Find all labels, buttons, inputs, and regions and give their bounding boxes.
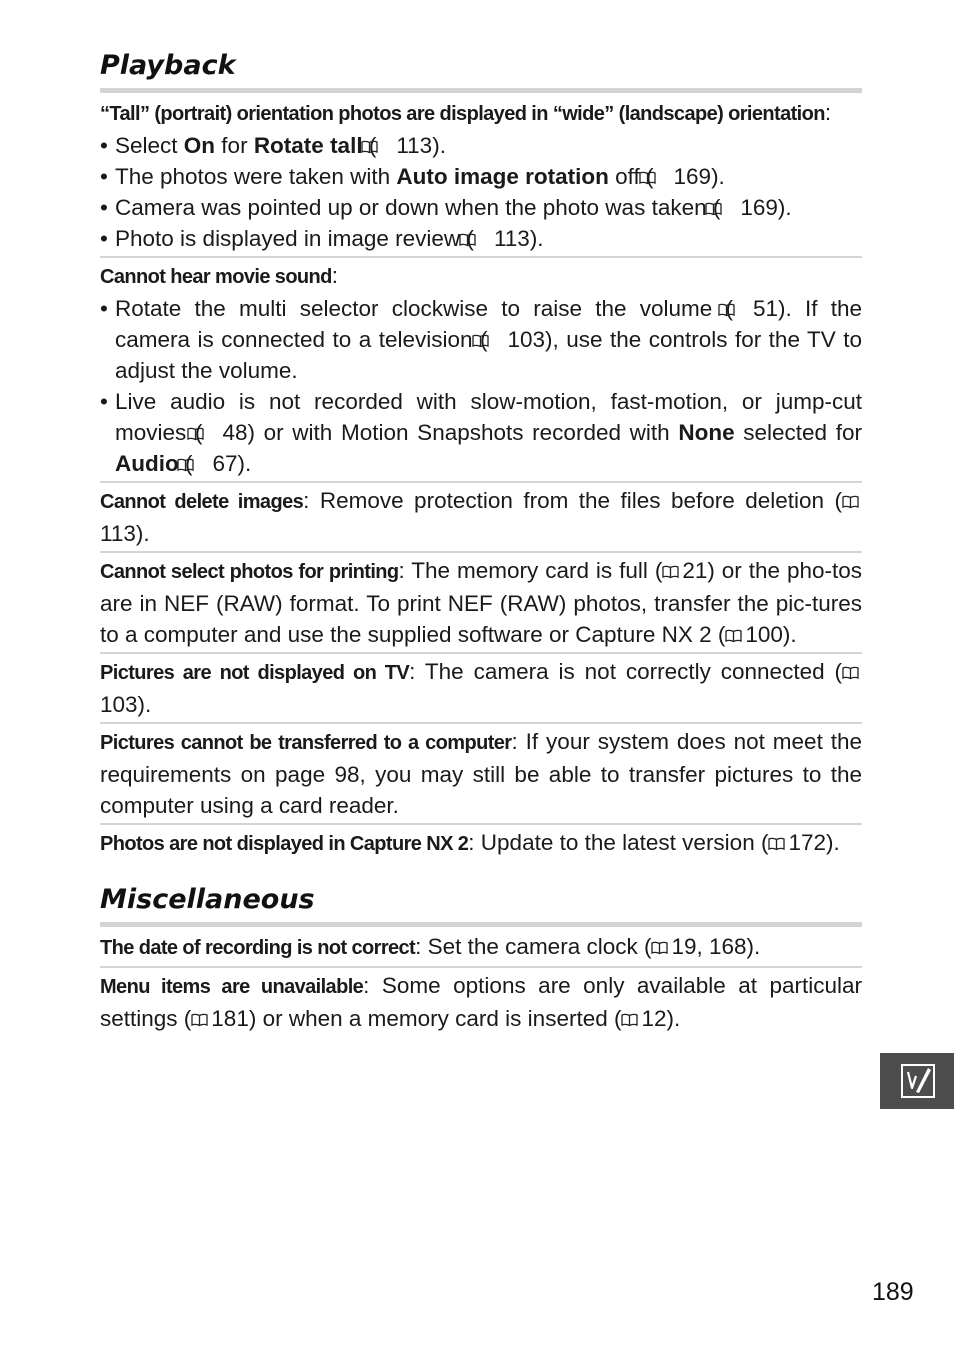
list-item: • The photos were taken with Auto image rotation off ( 169). <box>100 164 725 189</box>
book-reference-icon <box>474 224 491 238</box>
book-reference-icon <box>733 294 750 308</box>
divider <box>100 551 862 553</box>
entry-heading: Cannot delete images <box>100 491 304 513</box>
entry-heading: Menu items are unavailable <box>100 976 364 998</box>
book-reference-icon <box>192 449 209 463</box>
list-item: • Live audio is not recorded with slow-motion, fast-motion, or jump-cut movies ( 48) or with Motion Snapshots recorded with None selected for Audio ( 67). <box>100 389 862 476</box>
book-reference-icon <box>621 1004 638 1018</box>
list-item: • Camera was pointed up or down when the photo was taken ( 169). <box>100 195 792 220</box>
entry-cannot-transfer: Pictures cannot be transferred to a computer: If your system does not meet the requirements on page 98, you may still be able to transfer pictures to the computer using a card reader. <box>100 729 863 818</box>
divider <box>100 256 862 258</box>
divider <box>100 966 862 968</box>
entry-capture-nx2: Photos are not displayed in Capture NX 2: Update to the latest version ( 172). <box>100 830 840 855</box>
book-reference-icon <box>191 1004 208 1018</box>
entry-heading: Pictures cannot be transferred to a computer <box>100 732 512 754</box>
list-item: • Rotate the multi selector clockwise to raise the volume ( 51). If the camera is connected to a television ( 103), use the controls for the TV to adjust the volume. <box>100 296 862 383</box>
divider <box>100 652 862 654</box>
divider <box>100 88 862 93</box>
entry-heading: Cannot select photos for printing <box>100 561 399 583</box>
book-reference-icon <box>720 193 737 207</box>
divider <box>100 481 862 483</box>
book-reference-icon <box>662 556 679 570</box>
bullet-list-tall <box>100 130 862 254</box>
list-item: • Select On for Rotate tall ( 113). <box>100 133 446 158</box>
entry-heading: Pictures are not displayed on TV <box>100 662 410 684</box>
book-reference-icon <box>842 486 859 500</box>
book-reference-icon <box>202 418 219 432</box>
entry-cannot-print: Cannot select photos for printing: The memory card is full ( 21) or the pho-tos are in NEF (RAW) format. To print NEF (RAW) photos, transfer the pic-tures to a computer and use the supplied software or Capture NX 2 ( 100). <box>100 558 863 647</box>
divider <box>100 922 862 927</box>
entry-tall-orientation: “Tall” (portrait) orientation photos are displayed in “wide” (landscape) orientation: <box>100 100 832 125</box>
entry-heading: “Tall” (portrait) orientation photos are displayed in “wide” (landscape) orientation <box>100 103 825 125</box>
entry-heading: Cannot hear movie sound <box>100 266 332 288</box>
divider <box>100 823 862 825</box>
troubleshooting-icon <box>900 1062 936 1100</box>
section-title-miscellaneous: Miscellaneous <box>100 884 315 915</box>
section-title-playback: Playback <box>100 50 236 81</box>
book-reference-icon <box>768 828 785 842</box>
book-reference-icon <box>376 131 393 145</box>
entry-menu-unavailable: Menu items are unavailable: Some options are only available at particular settings ( 181) or when a memory card is inserted ( 12). <box>100 973 862 1031</box>
troubleshooting-tab <box>880 1053 954 1109</box>
divider <box>100 722 862 724</box>
list-item: • Photo is displayed in image review ( 113). <box>100 226 544 251</box>
book-reference-icon <box>654 162 671 176</box>
entry-date-incorrect: The date of recording is not correct: Set the camera clock ( 19, 168). <box>100 934 761 959</box>
entry-cannot-delete: Cannot delete images: Remove protection from the files before deletion (113). <box>100 485 862 549</box>
entry-heading: Photos are not displayed in Capture NX 2 <box>100 833 469 855</box>
entry-movie-sound: Cannot hear movie sound: <box>100 263 339 288</box>
book-reference-icon <box>487 325 504 339</box>
book-reference-icon <box>842 657 859 671</box>
bullet-list-movie <box>100 293 862 479</box>
entry-heading: The date of recording is not correct <box>100 937 416 959</box>
book-reference-icon <box>651 932 668 946</box>
entry-not-displayed-tv: Pictures are not displayed on TV: The camera is not correctly connected (103). <box>100 656 862 720</box>
page-number: 189 <box>872 1278 914 1306</box>
book-reference-icon <box>725 620 742 634</box>
page-content <box>100 46 862 1034</box>
